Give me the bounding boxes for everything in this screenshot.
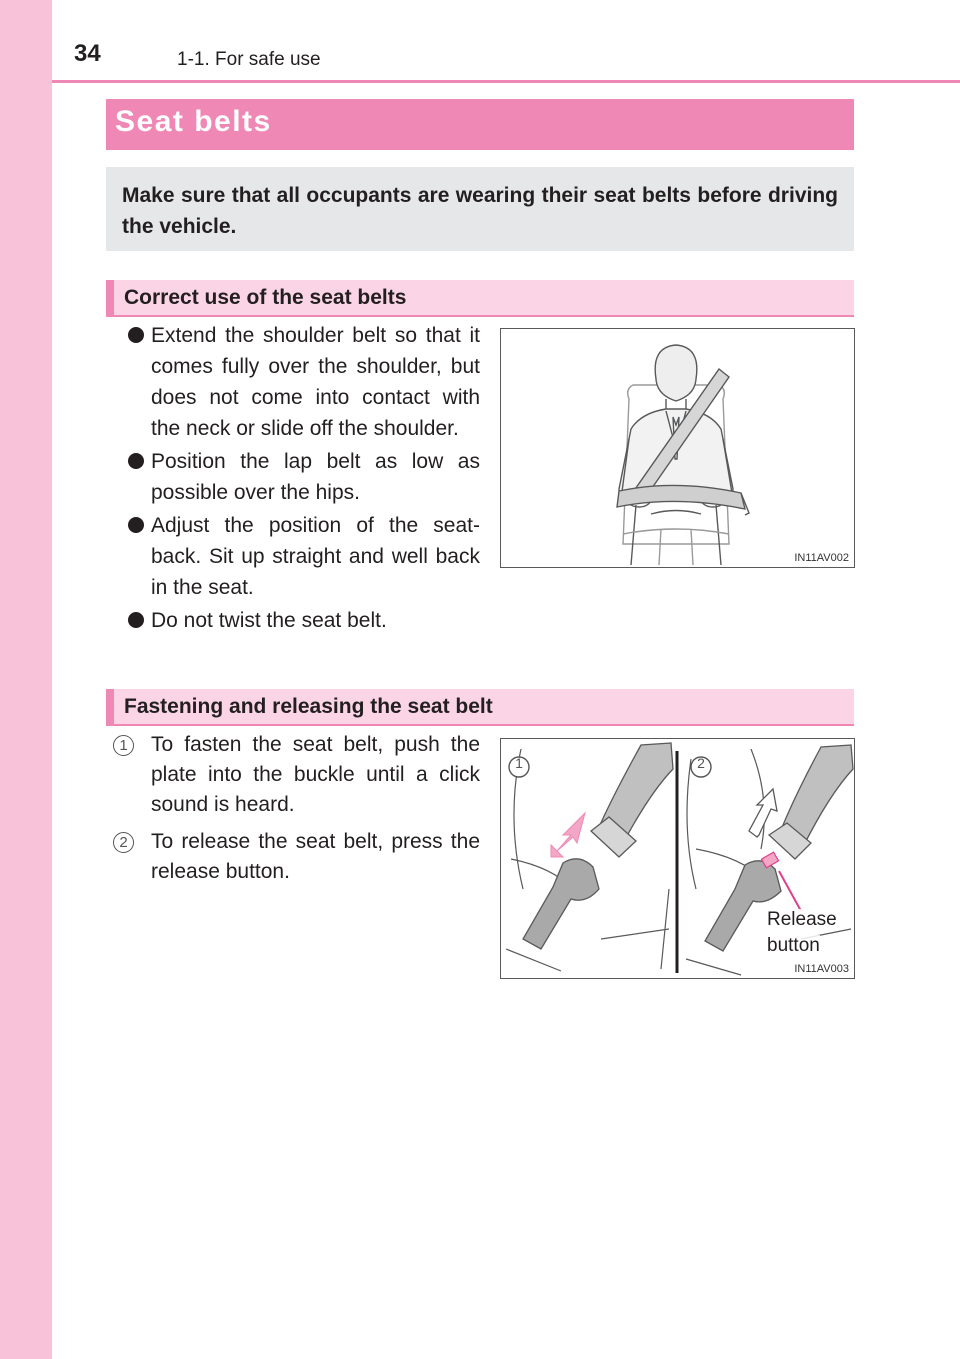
release-label-line2: button [767, 935, 820, 956]
bullet-icon [128, 612, 144, 628]
fastening-steps [113, 730, 480, 894]
seated-person-illustration [501, 329, 854, 567]
page-title: Seat belts [115, 105, 272, 138]
list-item [128, 510, 480, 603]
step-item [113, 827, 480, 887]
intro-box [106, 167, 854, 251]
figure-code: IN11AV003 [794, 963, 849, 975]
step-text: To fasten the seat belt, push the plate into the buckle until a click sound is heard. [151, 733, 480, 816]
list-item [128, 320, 480, 444]
list-item-text: Position the lap belt as low as possible over the hips. [151, 450, 480, 504]
panel-1-label: 1 [515, 755, 523, 771]
fastening-heading [106, 689, 854, 726]
step-item [113, 730, 480, 820]
list-item-text: Do not twist the seat belt. [151, 609, 387, 632]
list-item-text: Extend the shoulder belt so that it comes fully over the shoulder, but does not come into contact with the neck or slide off the shoulder. [151, 324, 480, 440]
bullet-icon [128, 517, 144, 533]
step-number-icon: 2 [113, 832, 134, 853]
correct-use-list [128, 320, 480, 638]
step-number-icon: 1 [113, 735, 134, 756]
figure-code: IN11AV002 [794, 552, 849, 564]
list-item [128, 446, 480, 508]
page-number: 34 [74, 40, 101, 67]
release-label-line1: Release [767, 909, 837, 930]
side-tab-bar [0, 0, 52, 1359]
list-item-text: Adjust the position of the seat-back. Sit up straight and well back in the seat. [151, 514, 480, 599]
title-banner [106, 99, 854, 150]
seated-person-figure [500, 328, 855, 568]
header-rule [52, 80, 960, 83]
step-text: To release the seat belt, press the release button. [151, 830, 480, 883]
panel-2-label: 2 [697, 755, 705, 771]
buckle-figure [500, 738, 855, 979]
correct-use-heading [106, 280, 854, 317]
intro-text: Make sure that all occupants are wearing their seat belts before driving the vehicle. [122, 184, 838, 238]
correct-use-heading-text: Correct use of the seat belts [124, 286, 407, 309]
section-label: 1-1. For safe use [177, 49, 321, 70]
heading-accent [106, 689, 114, 724]
list-item [128, 605, 480, 636]
fastening-heading-text: Fastening and releasing the seat belt [124, 695, 493, 718]
bullet-icon [128, 327, 144, 343]
heading-accent [106, 280, 114, 315]
bullet-icon [128, 453, 144, 469]
